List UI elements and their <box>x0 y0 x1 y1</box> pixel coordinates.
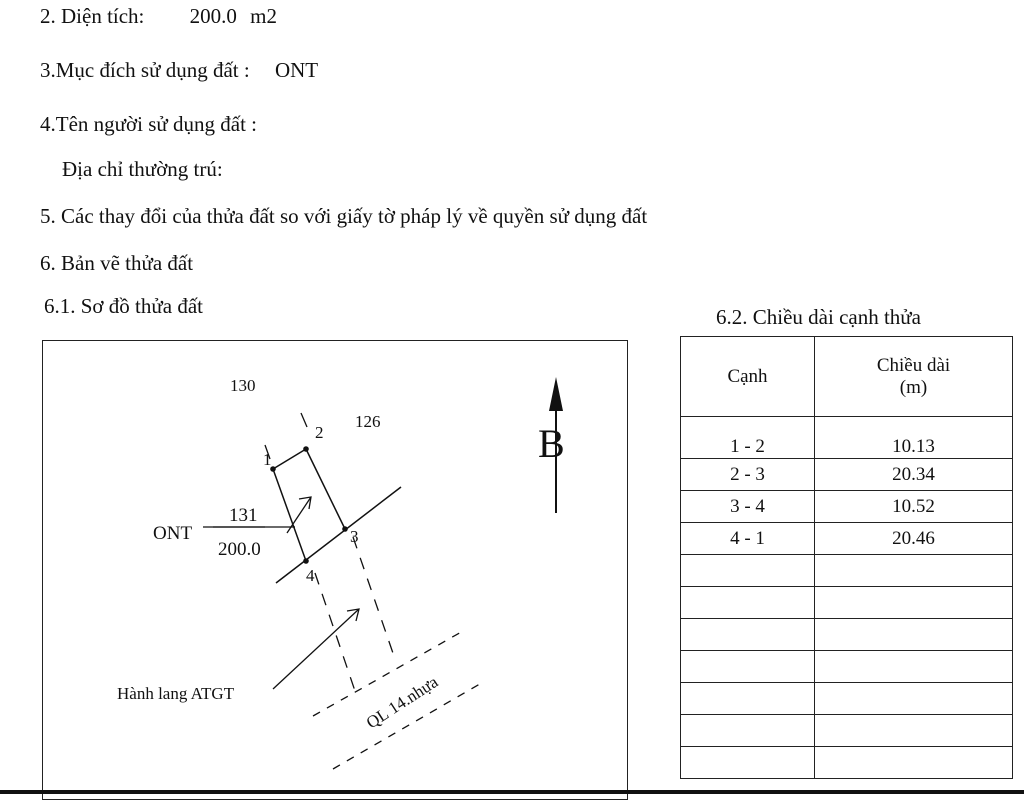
table-header-row <box>681 337 1013 417</box>
point-3-marker <box>342 526 348 532</box>
empty-row <box>681 747 1013 779</box>
front-boundary-line <box>276 487 401 583</box>
edge-1-2 <box>273 449 306 469</box>
area-label: 2. Diện tích: <box>40 4 145 28</box>
empty-row <box>681 587 1013 619</box>
point-2-label: 2 <box>315 423 324 442</box>
empty-cell <box>815 587 1013 619</box>
empty-cell <box>681 587 815 619</box>
edge-2-3 <box>306 449 345 529</box>
empty-cell <box>815 683 1013 715</box>
table-row <box>681 523 1013 555</box>
area-value: 200.0 <box>189 4 237 28</box>
length-cell: 20.34 <box>815 459 1013 491</box>
north-arrow-icon <box>549 377 563 411</box>
neighbor-130: 130 <box>230 376 256 395</box>
parcel-sketch <box>42 340 628 800</box>
empty-cell <box>681 555 815 587</box>
empty-row <box>681 715 1013 747</box>
empty-row <box>681 619 1013 651</box>
edge-cell: 4 - 1 <box>681 523 815 555</box>
road-label: QL 14.nhựa <box>362 672 442 733</box>
empty-cell <box>815 715 1013 747</box>
empty-cell <box>815 651 1013 683</box>
purpose-value: ONT <box>274 58 319 82</box>
area-unit: m2 <box>250 4 277 28</box>
edges-title: 6.2. Chiều dài cạnh thửa <box>716 305 921 329</box>
table-row <box>681 491 1013 523</box>
empty-cell <box>681 715 815 747</box>
empty-cell <box>681 619 815 651</box>
purpose-line <box>40 58 318 83</box>
table-row <box>681 459 1013 491</box>
col-length-header-line1: Chiều dài <box>876 354 951 376</box>
edge-4-1 <box>273 469 306 561</box>
col-edge-header: Cạnh <box>681 337 815 417</box>
point-3-label: 3 <box>350 527 359 546</box>
edge-cell: 1 - 2 <box>681 417 815 459</box>
edge-cell: 2 - 3 <box>681 459 815 491</box>
owner-label: 4.Tên người sử dụng đất : <box>40 112 258 136</box>
length-cell: 20.46 <box>815 523 1013 555</box>
empty-cell <box>681 683 815 715</box>
point-4-marker <box>303 558 309 564</box>
edge-cell: 3 - 4 <box>681 491 815 523</box>
corridor-label: Hành lang ATGT <box>117 684 235 703</box>
purpose-label: 3.Mục đích sử dụng đất : <box>40 58 250 82</box>
empty-row <box>681 683 1013 715</box>
point-2-marker <box>303 446 309 452</box>
table-row <box>681 417 1013 459</box>
land-type-label: ONT <box>153 523 193 544</box>
length-cell: 10.52 <box>815 491 1013 523</box>
parcel-sketch-svg <box>43 341 629 801</box>
address-label: Địa chỉ thường trú: <box>62 157 223 181</box>
empty-cell <box>681 651 815 683</box>
empty-cell <box>815 555 1013 587</box>
sketch-title: 6.1. Sơ đồ thửa đất <box>44 294 203 318</box>
corridor-dash-right <box>353 537 395 659</box>
empty-cell <box>681 747 815 779</box>
north-label: B <box>538 421 565 466</box>
edge-length-table <box>680 336 1013 779</box>
parcel-area: 200.0 <box>218 539 261 560</box>
changes-label: 5. Các thay đổi của thửa đất so với giấy tờ pháp lý về quyền sử dụng đất <box>40 204 648 228</box>
point-4-label: 4 <box>306 566 315 585</box>
neighbor-126: 126 <box>355 412 381 431</box>
col-length-header <box>815 337 1013 417</box>
empty-row <box>681 555 1013 587</box>
empty-cell <box>815 747 1013 779</box>
page-bottom-rule <box>0 790 1024 794</box>
drawing-label: 6. Bản vẽ thửa đất <box>40 251 194 275</box>
parcel-number: 131 <box>229 505 258 526</box>
point-1-label: 1 <box>263 450 272 469</box>
empty-cell <box>815 619 1013 651</box>
corridor-arrow <box>273 609 359 689</box>
col-length-header-line2: (m) <box>899 376 928 398</box>
area-line <box>40 4 277 29</box>
empty-row <box>681 651 1013 683</box>
length-cell: 10.13 <box>815 417 1013 459</box>
boundary-tick <box>301 413 307 427</box>
